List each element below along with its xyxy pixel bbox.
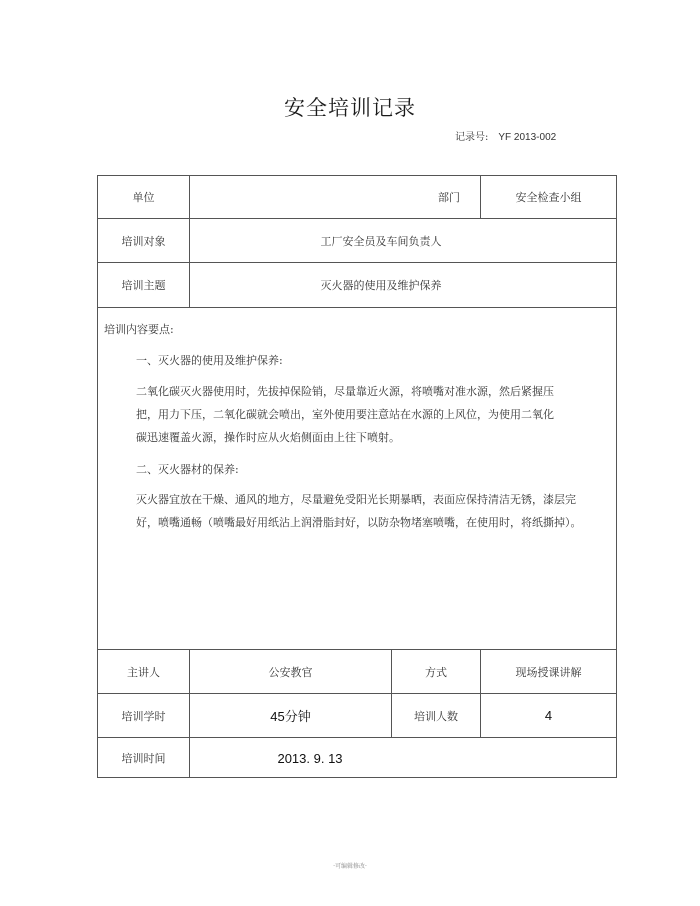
document-title: 安全培训记录 bbox=[284, 96, 416, 120]
record-number-value: YF 2013-002 bbox=[498, 132, 557, 143]
content-line: 灭火器宜放在干燥、通风的地方，尽量避免受阳光长期暴晒，表面应保持清洁无锈，漆层完 bbox=[136, 493, 576, 506]
training-record-table bbox=[97, 175, 617, 778]
topic-label: 培训主题 bbox=[121, 279, 166, 292]
page-footer: ·可编辑修改· bbox=[333, 863, 367, 870]
hours-value: 45分钟 bbox=[270, 709, 311, 724]
content-heading: 培训内容要点: bbox=[104, 323, 174, 336]
topic-value: 灭火器的使用及维护保养 bbox=[320, 279, 442, 292]
content-line: 二、灭火器材的保养: bbox=[136, 463, 239, 476]
hours-label: 培训学时 bbox=[121, 709, 166, 723]
row-divider bbox=[98, 307, 616, 308]
content-line: 把，用力下压，二氧化碳就会喷出，室外使用要注意站在水源的上风位，为使用二氧化 bbox=[136, 408, 554, 421]
lecturer-label: 主讲人 bbox=[127, 665, 160, 679]
record-number-label: 记录号: bbox=[455, 132, 489, 143]
target-label: 培训对象 bbox=[121, 234, 166, 248]
target-value: 工厂安全员及车间负责人 bbox=[320, 234, 442, 248]
content-line: 好，喷嘴通畅（喷嘴最好用纸沾上润滑脂封好，以防杂物堵塞喷嘴，在使用时，将纸撕掉）。 bbox=[136, 516, 582, 529]
unit-value bbox=[190, 176, 370, 218]
time-value: 2013. 9. 13 bbox=[277, 750, 343, 766]
method-label: 方式 bbox=[425, 665, 447, 679]
count-label: 培训人数 bbox=[414, 709, 458, 723]
content-line: 碳迅速覆盖火源，操作时应从火焰侧面由上往下喷射。 bbox=[136, 431, 400, 444]
method-value: 现场授课讲解 bbox=[515, 665, 582, 679]
lecturer-value: 公安教官 bbox=[268, 665, 313, 679]
dept-value: 安全检查小组 bbox=[515, 191, 582, 204]
record-number bbox=[455, 128, 556, 143]
content-line: 一、灭火器的使用及维护保养: bbox=[136, 354, 283, 367]
unit-label: 单位 bbox=[132, 191, 155, 204]
content-line: 二氧化碳灭火器使用时，先拔掉保险销，尽量靠近火源，将喷嘴对准水源，然后紧握压 bbox=[136, 385, 554, 398]
count-value: 4 bbox=[544, 708, 553, 723]
dept-label: 部门 bbox=[438, 191, 460, 204]
time-label: 培训时间 bbox=[121, 752, 166, 765]
